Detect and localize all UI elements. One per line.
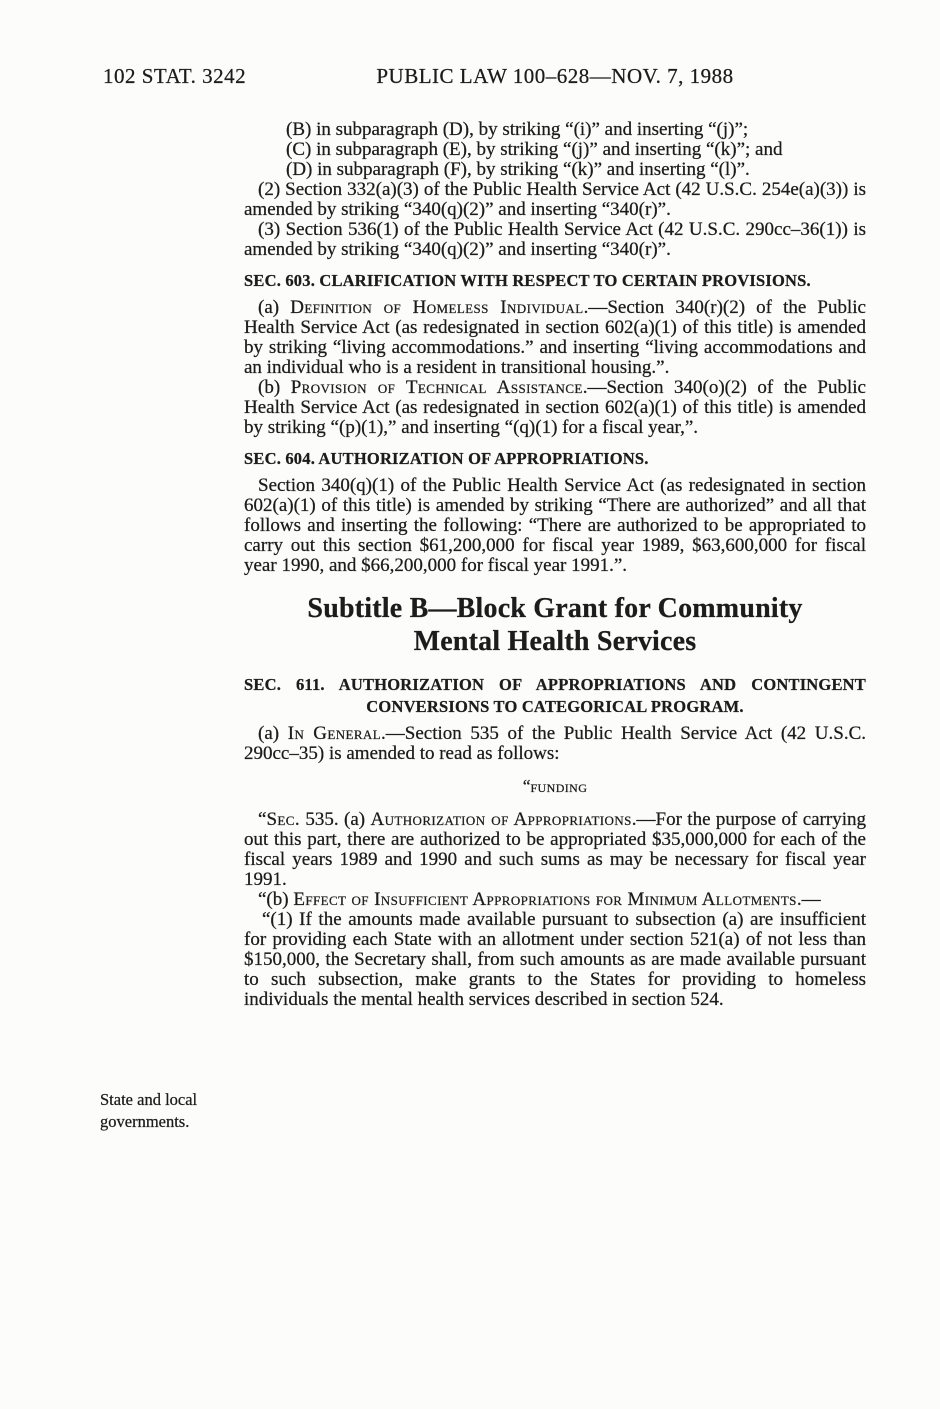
amendment-item-d: (D) in subparagraph (F), by striking “(k)” and inserting “(l)”. xyxy=(286,159,750,180)
sec-611-heading xyxy=(244,674,866,718)
subtitle-b-line: Mental Health Services xyxy=(413,626,697,657)
amendment-paragraph-3: (3) Section 536(1) of the Public Health Service Act (42 U.S.C. 290cc–36(1)) is amended by striking “340(q)(2)” and inserting “340(r)”. xyxy=(244,219,866,260)
body-text-column xyxy=(244,120,866,1010)
amendment-paragraph-2: (2) Section 332(a)(3) of the Public Health Service Act (42 U.S.C. 254e(a)(3)) is amended by striking “340(q)(2)” and inserting “340(r)”. xyxy=(244,179,866,220)
sec-611-paragraph-a: (a) In General.—Section 535 of the Public Health Service Act (42 U.S.C. 290cc–35) is amended to read as follows: xyxy=(244,723,866,764)
funding-heading: “funding xyxy=(522,776,588,796)
page-stat-number: 102 STAT. 3242 xyxy=(103,64,247,88)
sec-535-paragraph: “Sec. 535. (a) Authorization of Appropriations.—For the purpose of carrying out this part, there are authorized to be appropriated $35,000,000 for each of the fiscal years 1989 and 1990 and such sums as may be necessary for fiscal year 1991. xyxy=(244,809,866,890)
sec-603-heading: SEC. 603. CLARIFICATION WITH RESPECT TO CERTAIN PROVISIONS. xyxy=(244,271,811,290)
amendment-item-c: (C) in subparagraph (E), by striking “(j)” and inserting “(k)”; and xyxy=(286,139,783,160)
amendment-item-b: (B) in subparagraph (D), by striking “(i)” and inserting “(j)”; xyxy=(286,119,749,140)
subtitle-b-heading xyxy=(244,592,866,658)
margin-note xyxy=(100,1089,250,1133)
sec-611-heading-line: SEC. 611. AUTHORIZATION OF APPROPRIATIONS AND CONTINGENT xyxy=(244,675,866,694)
sec-535-paragraph-b-lead: “(b) Effect of Insufficient Appropriations for Minimum Allotments.— xyxy=(258,889,821,910)
sec-603-paragraph-b: (b) Provision of Technical Assistance.—Section 340(o)(2) of the Public Health Service Act (as redesignated in section 602(a)(1) of this title) is amended by striking “(p)(1),” and inserting “(q)(1) for a fiscal year,”. xyxy=(244,377,866,438)
sec-535-paragraph-b1: “(1) If the amounts made available pursuant to subsection (a) are insufficient for providing each State with an allotment under section 521(a) of not less than $150,000, the Secretary shall, from such amounts as are made available pursuant to such subsection, make grants to the States for providing to homeless individuals the mental health services described in section 524. xyxy=(244,909,866,1010)
law-running-header: PUBLIC LAW 100–628—NOV. 7, 1988 xyxy=(376,64,734,88)
sec-604-heading: SEC. 604. AUTHORIZATION OF APPROPRIATIONS. xyxy=(244,449,649,468)
subtitle-b-line: Subtitle B—Block Grant for Community xyxy=(307,593,803,624)
sec-611-heading-line: CONVERSIONS TO CATEGORICAL PROGRAM. xyxy=(366,697,744,716)
sec-604-body: Section 340(q)(1) of the Public Health Service Act (as redesignated in section 602(a)(1) of this title) is amended by striking “There are authorized” and all that follows and inserting the following: “There are authorized to be appropriated to carry out this section $61,200,000 for fiscal year 1989, $63,600,000 for fiscal year 1990, and $66,200,000 for fiscal year 1991.”. xyxy=(244,475,866,576)
sec-603-paragraph-a: (a) Definition of Homeless Individual.—Section 340(r)(2) of the Public Health Service Act (as redesignated in section 602(a)(1) of this title) is amended by striking “living accommodations.” and inserting “living accommodations and an individual who is a resident in transitional housing.”. xyxy=(244,297,866,378)
margin-note-line: State and local xyxy=(100,1090,198,1109)
margin-note-line: governments. xyxy=(100,1112,190,1131)
